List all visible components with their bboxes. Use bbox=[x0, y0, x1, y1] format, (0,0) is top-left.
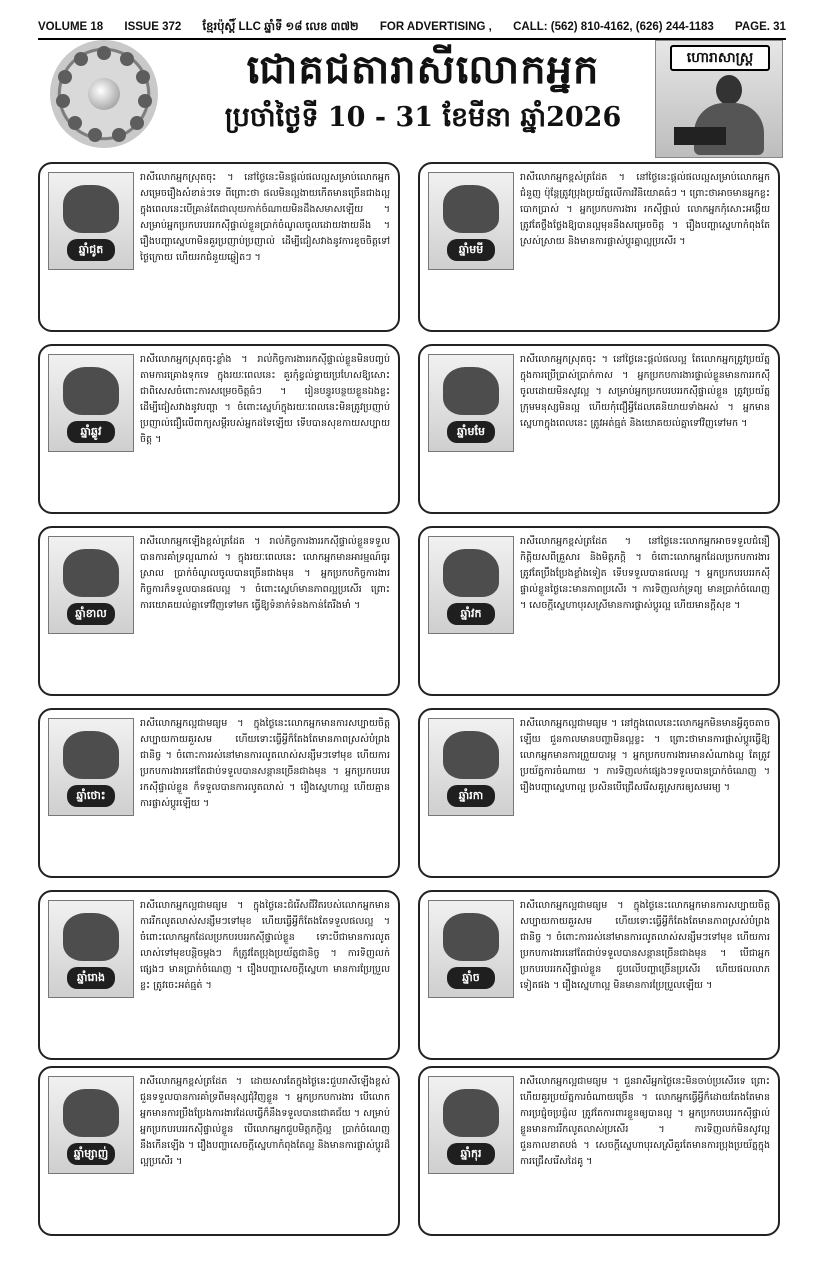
tiger-sign-image bbox=[48, 536, 134, 634]
sign-label: ឆ្នាំរកា bbox=[447, 785, 495, 807]
zodiac-sign-icon bbox=[120, 52, 134, 66]
zodiac-sign-icon bbox=[136, 70, 150, 84]
sign-card-rat bbox=[38, 162, 400, 332]
pig-icon bbox=[443, 1089, 499, 1137]
zodiac-sign-icon bbox=[138, 94, 152, 108]
sign-label: ឆ្នាំមមី bbox=[447, 239, 495, 261]
sign-card-tiger bbox=[38, 526, 400, 696]
zodiac-wheel-image bbox=[50, 40, 158, 148]
sign-card-horse bbox=[418, 162, 780, 332]
pig-sign-image bbox=[428, 1076, 514, 1174]
book-icon bbox=[674, 127, 726, 145]
ox-sign-image bbox=[48, 354, 134, 452]
sign-reading: រាសីលោកអ្នកល្អជាមធ្យម ។ ក្នុងថ្ងៃនេះលោកអ្នកមានការសប្បាយចិត្ត សប្បាយកាយគួរសម ហើយទោះធ្វើអ្វីក៏តែងតែមានភាពស្រស់បំព្រងជានិច្ច ។ ចំពោះការរស់នៅមានការលូតលាស់សន្សឹមៗទៅមុខ ហើយការប្រកបការងារនៅតែជាប់ទទួលបានសន្តានច្រើនជាងមុន ។ អ្នកប្រកបរបររកស៊ីផ្ទាល់ខ្លួន ក៏ទទួលបានការលូតលាស់ ។ រឿងស្នេហាល្អ ហើយគ្មានការផ្លាស់ប្ដូរឡើយ ។ bbox=[140, 718, 390, 809]
sign-card-dragon bbox=[38, 890, 400, 1060]
sign-reading: រាសីលោកអ្នកខ្ពស់ត្រដែត ។ នៅថ្ងៃនេះលោកអ្នកអាចទទួលជំនឿកិត្តិយសពីគ្រួសារ និងមិត្តភក្តិ ។ ចំពោះលោកអ្នកដែលប្រកបការងារ ត្រូវតែប្រឹងប្រែងខ្លាំងទៀត ទើបទទួលបានផលល្អ ។ អ្នកប្រកបរបររកស៊ីផ្ទាល់ខ្លួនថ្ងៃនេះមានភាពប្រសើរ ។ ការទិញលក់ទ្រព្យ មានប្រាក់ចំណេញ ។ សេចក្ដីស្នេហាបុរសស្រីមានការផ្លាស់ប្ដូរល្អ ហើយមានក្ដីសុខ ។ bbox=[520, 536, 770, 611]
horoscope-banner bbox=[38, 40, 786, 160]
astrologer-head-icon bbox=[716, 75, 742, 105]
sign-reading: រាសីលោកអ្នកស្រុតចុះ ។ នៅថ្ងៃនេះផ្ដល់ផលល្អ តែលោកអ្នកត្រូវប្រយ័ត្នក្នុងការប្រើប្រាស់ប្រាក់កាស ។ អ្នកប្រកបការងារផ្ទាល់ខ្លួនមានការរកស៊ីចូលដោយមិនសូវល្អ ។ សម្រាប់អ្នកប្រកបរបររកស៊ីផ្ទាល់ខ្លួន ត្រូវប្រយ័ត្នក្រុមមនុស្សមិនល្អ ហើយកុំជឿអ្វីដែលគេនិយាយទាំងអស់ ។ អ្នកមានស្នេហាក្នុងពេលនេះ ត្រូវអត់ធ្មត់ និងយោគយល់គ្នាទៅវិញទៅមក ។ bbox=[520, 354, 770, 429]
sign-reading: រាសីលោកអ្នកល្អជាមធ្យម ។ ជួនរាសីអ្នកថ្ងៃនេះមិនចាប់ប្រសើរទេ ព្រោះហើយគួរប្រយ័ត្នការចំណាយច្រើន ។ លោកអ្នកធ្វើអ្វីក៏ដោយតែងតែមានការប្រជ្ញ៉ុចប្រជ្ញ៉ល ត្រូវតែការពារខ្លួនឲ្យបានល្អ ។ អ្នកប្រកបរបររកស៊ីផ្ទាល់ខ្លួនមានការរីកលូតលាស់ប្រសើរ ។ ការទិញលក់មិនសូវល្អ ជួនកាលខាតបង់ ។ សេចក្ដីស្នេហាបុរសស្រីគួរតែមានការប្រុងប្រយ័ត្នក្នុងការជ្រើសរើសដៃគូ ។ bbox=[520, 1076, 770, 1167]
sign-card-dog bbox=[418, 890, 780, 1060]
sign-card-monkey bbox=[418, 526, 780, 696]
page-title: ជោគជតារាសីលោកអ្នក bbox=[246, 46, 600, 93]
sign-card-snake bbox=[38, 1066, 400, 1236]
rabbit-sign-image bbox=[48, 718, 134, 816]
sign-card-rabbit bbox=[38, 708, 400, 878]
issue-label: ISSUE 372 bbox=[124, 21, 182, 33]
sign-reading: រាសីលោកអ្នកឡើងខ្ពស់ត្រដែត ។ រាល់កិច្ចការងាររកស៊ីផ្ទាល់ខ្លួនទទួលបានការគាំទ្រល្អណាស់ ។ ក្នុងរយៈពេលនេះ លោកអ្នកមានអារម្មណ៍ធូរស្រាល ប្រាក់ចំណូលចូលបានច្រើនជាងមុន ។ អ្នកប្រកបកិច្ចការងារកិច្ចការក៏ទទួលបានផលល្អ ។ ចំពោះស្នេហ៍មានភាពល្អប្រសើរ ព្រោះការយោគយល់គ្នាទៅវិញទៅមក ធ្វើឱ្យទំនាក់ទំនងកាន់តែរឹងមាំ ។ bbox=[140, 536, 390, 611]
zodiac-sign-icon bbox=[56, 94, 70, 108]
monkey-icon bbox=[443, 549, 499, 597]
page-number: PAGE. 31 bbox=[735, 21, 786, 33]
sign-label: ឆ្នាំឆ្លូវ bbox=[67, 421, 115, 443]
sign-card-rooster bbox=[418, 708, 780, 878]
zodiac-sign-icon bbox=[97, 46, 111, 60]
sign-reading: រាសីលោកអ្នកខ្ពស់ត្រដែត ។ ដោយសារតែក្នុងថ្ងៃនេះជួបរាសីឡើងខ្ពស់ ជួនទទួលបានការគាំទ្រពីមនុស្សជុំវិញខ្លួន ។ អ្នកប្រកបការងារ បើលោកអ្នកមានការប្រឹងប្រែងការងារដែលធ្វើក៏នឹងទទួលបានជោគជ័យ ។ សម្រាប់អ្នកប្រកបរបររកស៊ីផ្ទាល់ខ្លួន បើលោកអ្នកជួបមិត្តភក្តិល្អ ប្រាក់ចំណេញនឹងកើនឡើង ។ រឿងបញ្ហាសេចក្ដីស្នេហាកំពុងតែល្អ និងមានការផ្លាស់ប្ដូរដ៏ល្អប្រសើរ ។ bbox=[140, 1076, 390, 1167]
sign-label: ឆ្នាំរោង bbox=[67, 967, 115, 989]
dragon-icon bbox=[63, 913, 119, 961]
goat-sign-image bbox=[428, 354, 514, 452]
astrology-tag: ហោរាសាស្ត្រ bbox=[670, 45, 770, 71]
horse-sign-image bbox=[428, 172, 514, 270]
sign-reading: រាសីលោកអ្នកល្អជាមធ្យម ។ ក្នុងថ្ងៃនេះជំរើសជីវិតរបស់លោកអ្នកមានការរីកលូតលាស់សន្សឹមៗទៅមុខ ហើយធ្វើអ្វីក៏តែងតែទទួលផលល្អ ។ ចំពោះលោកអ្នកដែលប្រកបរបររកស៊ីផ្ទាល់ខ្លួន ទោះបីជាមានការលូតលាស់ទៅមុខបន្តិចម្ដងៗ ក៏ត្រូវតែប្រុងប្រយ័ត្នជានិច្ច ។ ការទិញលក់ផ្សេងៗ មានប្រាក់ចំណេញ ។ រឿងបញ្ហាសេចក្ដីស្នេហា មានការប្រែប្រួលខ្លះ ត្រូវចេះអត់ធ្មត់ ។ bbox=[140, 900, 390, 991]
zodiac-sign-icon bbox=[58, 70, 72, 84]
zodiac-sign-icon bbox=[74, 52, 88, 66]
zodiac-sign-icon bbox=[130, 116, 144, 130]
dog-sign-image bbox=[428, 900, 514, 998]
zodiac-sign-icon bbox=[68, 116, 82, 130]
rabbit-icon bbox=[63, 731, 119, 779]
sign-label: ឆ្នាំច bbox=[447, 967, 495, 989]
snake-sign-image bbox=[48, 1076, 134, 1174]
sign-label: ឆ្នាំថោះ bbox=[67, 785, 115, 807]
volume-label: VOLUME 18 bbox=[38, 21, 104, 33]
horse-icon bbox=[443, 185, 499, 233]
astrologer-image bbox=[655, 40, 783, 158]
sign-label: ឆ្នាំមមែ bbox=[447, 421, 495, 443]
phone-label: CALL: (562) 810-4162, (626) 244-1183 bbox=[513, 21, 714, 33]
sign-reading: រាសីលោកអ្នកល្អជាមធ្យម ។ នៅក្នុងពេលនេះលោកអ្នកមិនមានអ្វីតូចតាចឡើយ ជួនកាលមានបញ្ហាមិនល្អខ្លះ ។ ព្រោះថាមានការផ្លាស់ប្ដូរធ្វើឱ្យលោកអ្នកមានការព្រួយបារម្ភ ។ អ្នកប្រកបការងារមានសំណាងល្អ តែត្រូវប្រយ័ត្នការចំណាយ ។ ការទិញលក់ផ្សេងៗទទួលបានប្រាក់ចំណេញ ។ រឿងបញ្ហាស្នេហាល្អ ប្រសិនបើជ្រើសរើសគូស្រករឲ្យសមរម្យ ។ bbox=[520, 718, 770, 793]
sign-reading: រាសីលោកអ្នកស្រុតចុះខ្លាំង ។ រាល់កិច្ចការងាររកស៊ីផ្ទាល់ខ្លួនមិនបញ្ចប់តាមការគ្រោងទុកទេ ក្នុងរយៈពេលនេះ គួរកុំខ្វល់ខ្វាយប្រហែសឱ្យសោះ ជាពិសេសចំពោះការសម្រេចចិត្តធំៗ ។ រៀនបន្ធូរបន្ថយខ្លួនឯងខ្លះ ដើម្បីជៀសវាងនូវបញ្ហា ។ ចំពោះស្នេហ៍ក្នុងរយៈពេលនេះមិនត្រូវប្រញាប់ប្រញាល់ជឿលើពាក្យសម្ដីរបស់អ្នកដទៃឡើយ ទើបបានសុខកាយសប្បាយចិត្ត ។ bbox=[140, 354, 390, 445]
sign-label: ឆ្នាំម្សាញ់ bbox=[67, 1143, 115, 1165]
zodiac-sign-icon bbox=[88, 128, 102, 142]
sign-label: ឆ្នាំកុរ bbox=[447, 1143, 495, 1165]
sign-card-goat bbox=[418, 344, 780, 514]
advertising-label: FOR ADVERTISING , bbox=[379, 21, 492, 33]
ox-icon bbox=[63, 367, 119, 415]
horoscope-grid bbox=[38, 162, 786, 1234]
rat-sign-image bbox=[48, 172, 134, 270]
elephant-icon bbox=[63, 185, 119, 233]
sign-reading: រាសីលោកអ្នកល្អជាមធ្យម ។ ក្នុងថ្ងៃនេះលោកអ្នកមានការសប្បាយចិត្ត សប្បាយកាយគួរសម ហើយទោះធ្វើអ្វីក៏តែងតែមានភាពស្រស់បំព្រងជានិច្ច ។ ចំពោះការរស់នៅមានការលូតលាស់សន្សឹមៗទៅមុខ ហើយការប្រកបការងារនៅតែជាប់ទទួលបានសន្តានច្រើនជាងមុន ។ បើជាអ្នកប្រកបរបររកស៊ីផ្ទាល់ខ្លួន ជួបលើបញ្ហាច្រើនប្រសើរ ហើយផលលាភទៀតផង ។ រឿងស្នេហាល្អ មិនមានការប្រែប្រួលឡើយ ។ bbox=[520, 900, 770, 991]
page-subtitle: ប្រចាំថ្ងៃទី 10 - 31 ខែមីនា ឆ្នាំ2026 bbox=[224, 102, 622, 133]
rooster-icon bbox=[443, 731, 499, 779]
dog-icon bbox=[443, 913, 499, 961]
publisher-label: ខ្មែរប៉ុស្ដិ៍ LLC ឆ្នាំទី ១៨ លេខ ៣៧២ bbox=[202, 20, 359, 33]
zodiac-sign-icon bbox=[112, 128, 126, 142]
masthead-bar bbox=[38, 16, 786, 40]
sign-card-ox bbox=[38, 344, 400, 514]
rooster-sign-image bbox=[428, 718, 514, 816]
tiger-icon bbox=[63, 549, 119, 597]
sign-label: ឆ្នាំខាល bbox=[67, 603, 115, 625]
snake-icon bbox=[63, 1089, 119, 1137]
sign-label: ឆ្នាំវក bbox=[447, 603, 495, 625]
dragon-sign-image bbox=[48, 900, 134, 998]
sun-icon bbox=[88, 78, 120, 110]
sign-reading: រាសីលោកអ្នកខ្ពស់ត្រដែត ។ នៅថ្ងៃនេះផ្ដល់ផលល្អសម្រាប់លោកអ្នកជំនួញ ប៉ុន្តែត្រូវប្រុងប្រយ័ត្នលើការវិនិយោគធំៗ ។ ព្រោះថាអាចមានអ្នកខ្លះបោកប្រាស់ ។ អ្នកប្រកបការងារ រកស៊ីផ្ទាល់ លោកអ្នកកុំសោះអង្គើយត្រូវតែថ្លឹងថ្លែងឱ្យបានល្អមុននឹងសម្រេចចិត្ត ។ រឿងបញ្ហាស្នេហាកំពុងតែស្រស់ស្រាយ និងមានការផ្លាស់ប្ដូរគ្នាល្អប្រសើរ ។ bbox=[520, 172, 770, 247]
sign-reading: រាសីលោកអ្នកស្រុតចុះ ។ នៅថ្ងៃនេះមិនផ្ដល់ផលល្អសម្រាប់លោកអ្នកសម្រេចរឿងសំខាន់ៗទេ ពីព្រោះថា ផលមិនល្អងាយកើតមានច្រើនជាងល្អ ក្នុងពេលនេះបើគ្រាន់តែជាលុយកាក់ចំណាយមិនដឹងសមាសឡើយ ។ សម្រាប់អ្នកប្រកបរបររកស៊ីផ្ទាល់ខ្លួនប្រាក់ចំណូលចូលដោយងាយនឹង ។ រឿងបញ្ហាស្នេហាមិនគួរប្រញាប់ប្រញាល់ ដើម្បីជៀសវាងនូវការខូចចិត្តទៅថ្ងៃក្រោយ ហើយរកជំនួយឆ្លៀតៗ ។ bbox=[140, 172, 390, 263]
sign-label: ឆ្នាំជូត bbox=[67, 239, 115, 261]
goat-icon bbox=[443, 367, 499, 415]
monkey-sign-image bbox=[428, 536, 514, 634]
sign-card-pig bbox=[418, 1066, 780, 1236]
